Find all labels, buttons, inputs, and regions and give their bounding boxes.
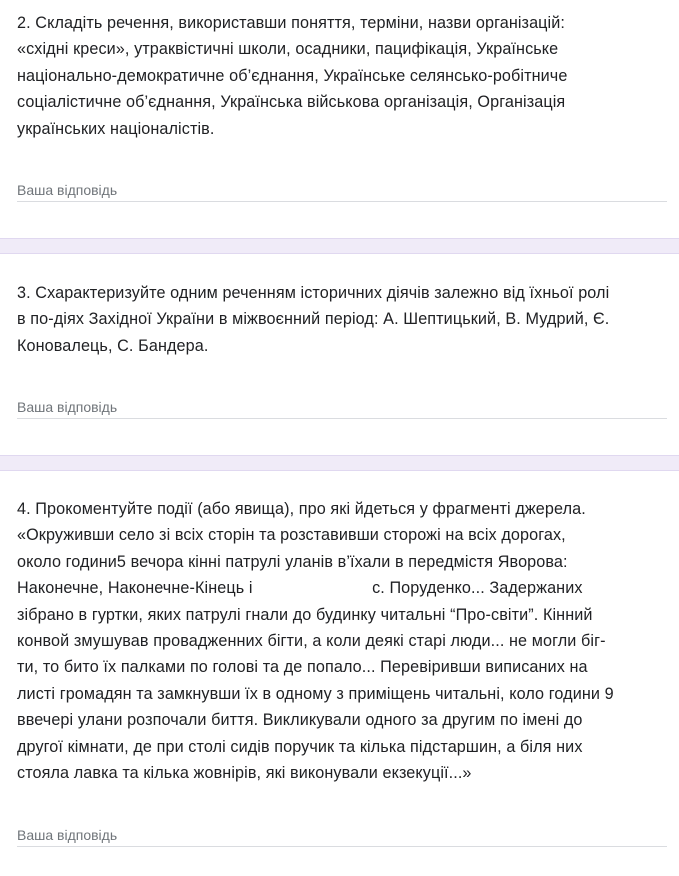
section-separator — [0, 455, 679, 471]
question-card-4 — [0, 471, 679, 876]
question-text: 2. Складіть речення, використавши поняття, терміни, назви організацій: «східні креси», утраквістичні школи, осадники, пацифікація, Українське національно-демократичне об’єднання, Українське селянсько-робітниче соціалістичне об’єднання, Українська військова організація, Організація українських націоналістів. — [17, 14, 568, 138]
question-card-2 — [0, 0, 679, 238]
answer-input[interactable]: Ваша відповідь — [17, 395, 667, 419]
answer-input[interactable]: Ваша відповідь — [17, 823, 667, 847]
question-card-3 — [0, 254, 679, 455]
question-text: 3. Схарактеризуйте одним реченням історичних діячів залежно від їхньої ролі в по-діях Західної України в міжвоєнний період: А. Шептицький, В. Мудрий, Є. Коновалець, С. Бандера. — [17, 284, 610, 355]
question-text: 4. Прокоментуйте події (або явища), про які йдеться у фрагменті джерела. «Окруживши село зі всіх сторін та розставивши сторожі на всіх дорогах, около години5 вечора кінні патрулі уланів в’їхали в передмістя Яворова: Наконечне, Наконечне-Кінець і с. Поруденко... Задержаних зібрано в гуртки, яких патрулі гнали до будинку читальні “Про-світи”. Кінний конвой змушував провадженних бігти, а коли деякі старі люди... не могли біг- ти, то бито їх палками по голові та де попало... Перевіривши виписаних на листі громадян та замкнувши їх в одному з приміщень читальні, коло години 9 ввечері улани розпочали биття. Викликували одного за другим по імені до другої кімнати, де при столі сидів поручик та кілька підстаршин, а біля них стояла лавка та кілька жовнірів, які виконували екзекуції...» — [17, 500, 614, 783]
section-separator — [0, 238, 679, 254]
answer-input[interactable]: Ваша відповідь — [17, 178, 667, 202]
